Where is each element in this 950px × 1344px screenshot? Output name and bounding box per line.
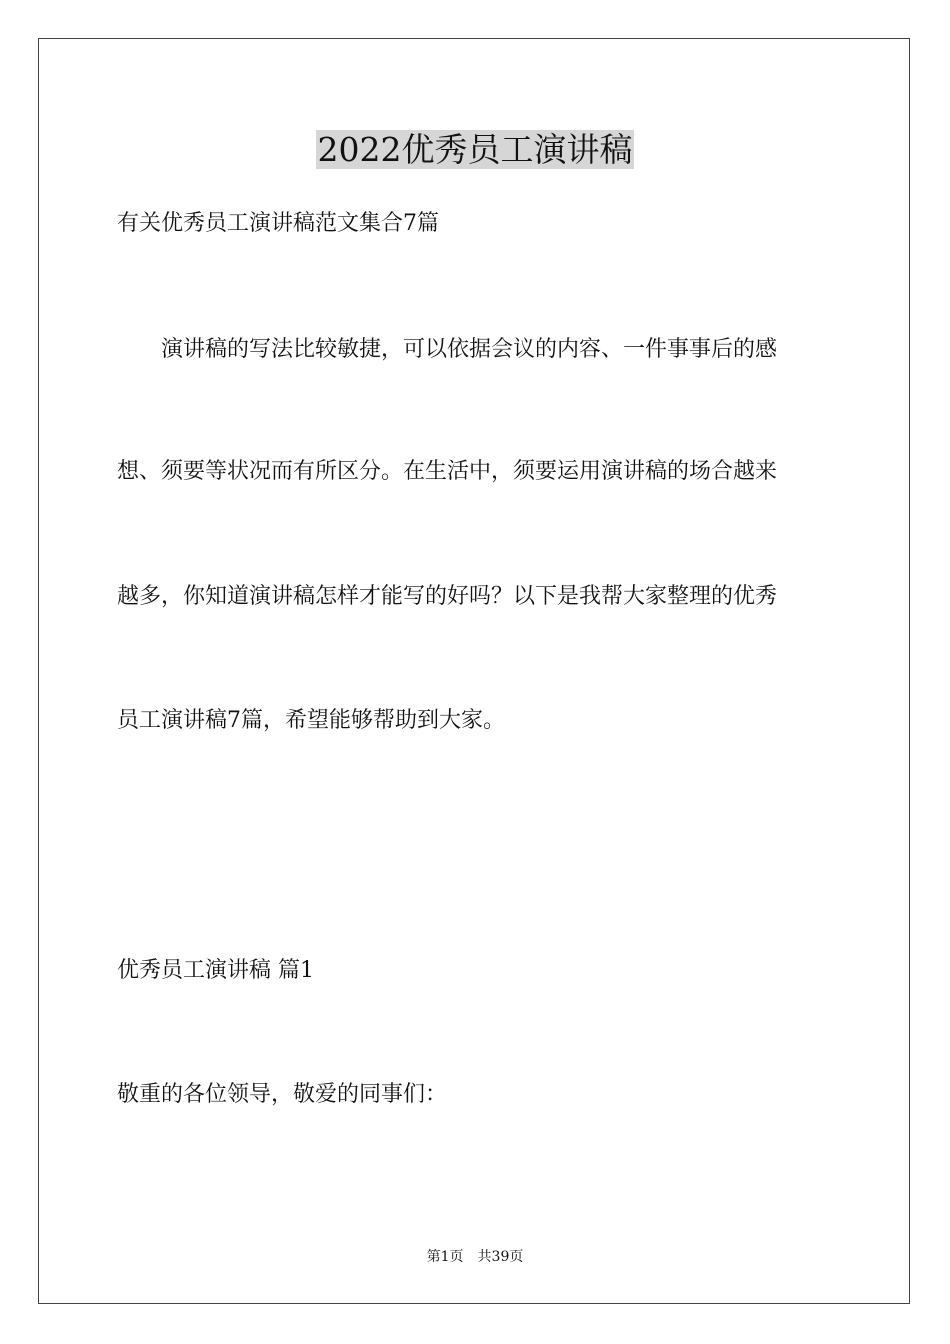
page-total: 共39页 bbox=[477, 1249, 524, 1265]
page-footer bbox=[0, 1247, 950, 1267]
document-subtitle: 有关优秀员工演讲稿范文集合7篇 bbox=[117, 211, 439, 236]
intro-line-4: 员工演讲稿7篇，希望能够帮助到大家。 bbox=[117, 708, 505, 733]
greeting-line: 敬重的各位领导，敬爱的同事们： bbox=[117, 1082, 448, 1107]
page-number: 第1页 bbox=[426, 1249, 464, 1265]
section-heading: 优秀员工演讲稿 篇1 bbox=[117, 958, 314, 983]
document-title-text: 2022优秀员工演讲稿 bbox=[317, 130, 633, 169]
intro-line-1: 演讲稿的写法比较敏捷，可以依据会议的内容、一件事事后的感 bbox=[161, 337, 778, 362]
document-title bbox=[0, 128, 950, 172]
intro-line-2: 想、须要等状况而有所区分。在生活中，须要运用演讲稿的场合越来 bbox=[117, 459, 778, 484]
intro-line-3: 越多，你知道演讲稿怎样才能写的好吗？以下是我帮大家整理的优秀 bbox=[117, 584, 778, 609]
